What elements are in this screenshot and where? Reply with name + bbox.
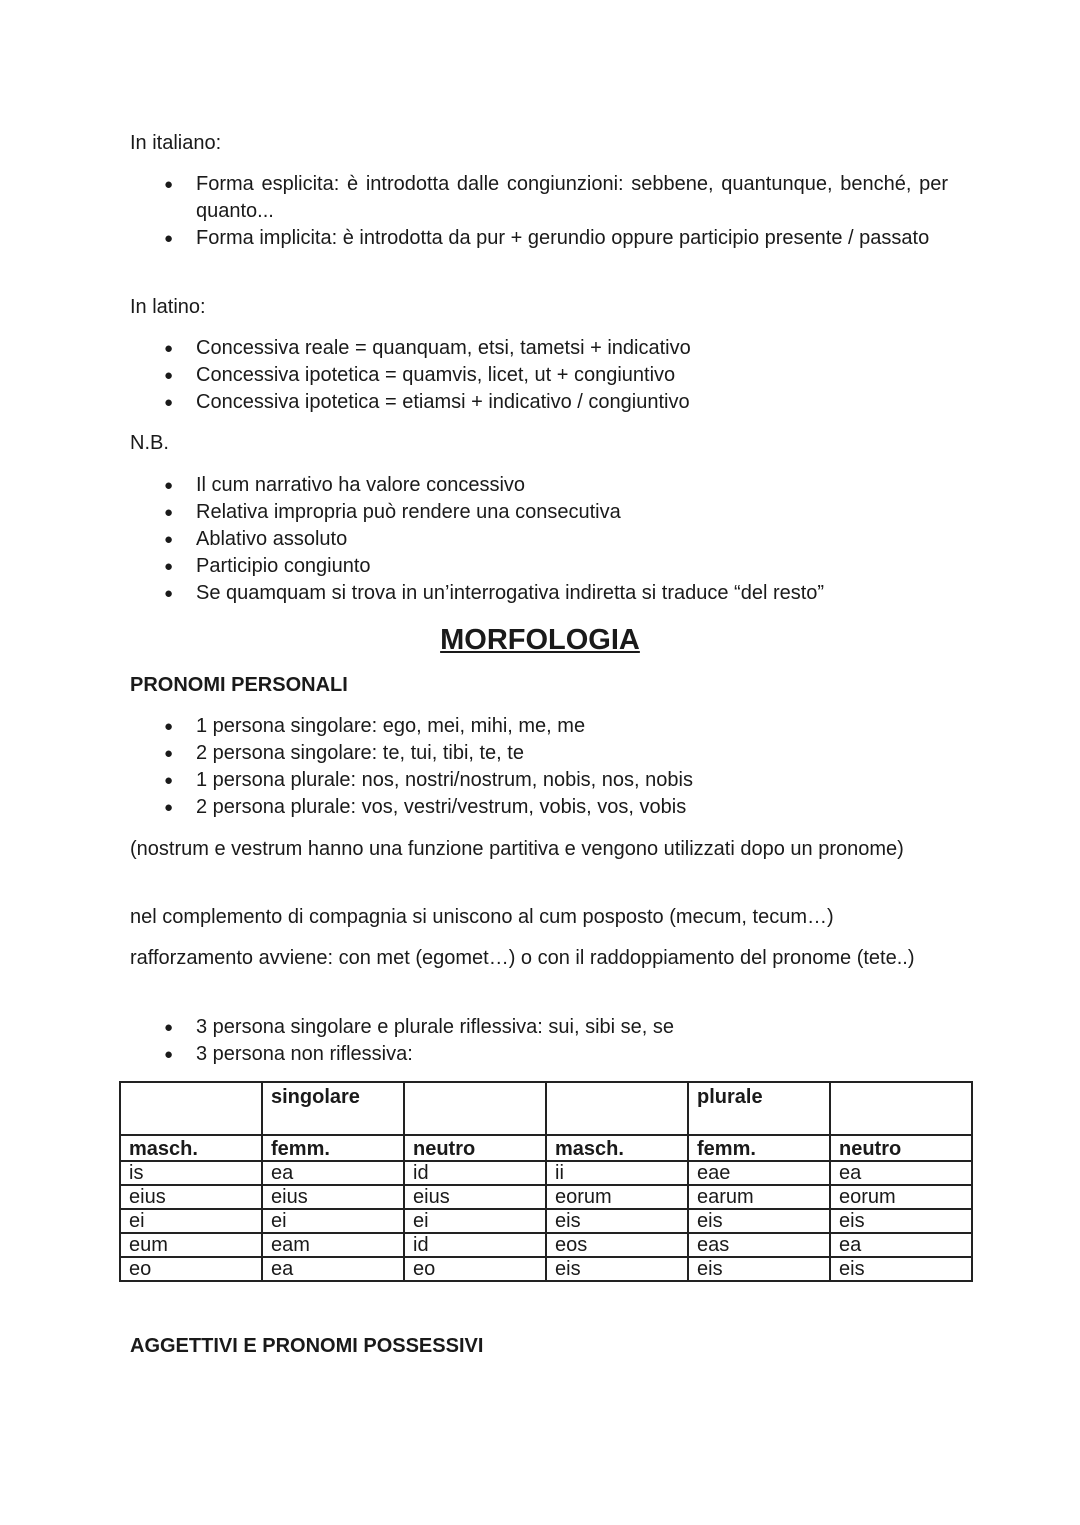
- table-row: [120, 1185, 972, 1209]
- note-rafforzamento: rafforzamento avviene: con met (egomet…) o con il raddoppiamento del pronome (tete..): [130, 947, 915, 969]
- list-item: ● 1 persona singolare: ego, mei, mihi, me, me: [130, 713, 948, 740]
- page-title: MORFOLOGIA: [440, 624, 640, 656]
- table-cell: eis: [546, 1209, 688, 1233]
- italian-list: [130, 171, 948, 252]
- column-header: masch.: [546, 1135, 688, 1161]
- table-cell: eis: [688, 1209, 830, 1233]
- table-cell: ea: [830, 1233, 972, 1257]
- table-cell: eis: [830, 1209, 972, 1233]
- table-cell: eos: [546, 1233, 688, 1257]
- table-cell: [404, 1082, 546, 1135]
- table-cell: eis: [546, 1257, 688, 1281]
- pronomi-list: [130, 713, 948, 821]
- list-item: ● 1 persona plurale: nos, nostri/nostrum, nobis, nos, nobis: [130, 767, 948, 794]
- table-row: [120, 1209, 972, 1233]
- note-compagnia: nel complemento di compagnia si uniscono al cum posposto (mecum, tecum…): [130, 906, 834, 928]
- table-cell: ei: [262, 1209, 404, 1233]
- table-cell: eorum: [830, 1185, 972, 1209]
- list-item: ● Ablativo assoluto: [130, 526, 948, 553]
- table-row: [120, 1233, 972, 1257]
- table-cell: eas: [688, 1233, 830, 1257]
- list-item: ● 3 persona singolare e plurale riflessiva: sui, sibi se, se: [130, 1014, 948, 1041]
- list-item: ● Il cum narrativo ha valore concessivo: [130, 472, 948, 499]
- list-item: ● Forma implicita: è introdotta da pur + gerundio oppure participio presente / passato: [130, 225, 948, 252]
- table-cell: eius: [120, 1185, 262, 1209]
- label-in-italiano: In italiano:: [130, 132, 222, 154]
- table-cell: ei: [404, 1209, 546, 1233]
- table-cell: eis: [830, 1257, 972, 1281]
- table-cell: ea: [262, 1257, 404, 1281]
- list-item: ● Forma esplicita: è introdotta dalle congiunzioni: sebbene, quantunque, benché, per quanto...: [130, 171, 948, 225]
- table-cell: ea: [262, 1161, 404, 1185]
- list-item: ● Participio congiunto: [130, 553, 948, 580]
- section-heading-pronomi: PRONOMI PERSONALI: [130, 674, 348, 696]
- table-cell: eis: [688, 1257, 830, 1281]
- pronomi-list-3: [130, 1014, 948, 1068]
- label-in-latino: In latino:: [130, 296, 206, 318]
- table-cell: [120, 1082, 262, 1135]
- table-row: [120, 1161, 972, 1185]
- table-cell: id: [404, 1233, 546, 1257]
- latin-list: [130, 335, 948, 416]
- list-item: ● Concessiva reale = quanquam, etsi, tametsi + indicativo: [130, 335, 948, 362]
- table-cell: ea: [830, 1161, 972, 1185]
- column-header: neutro: [404, 1135, 546, 1161]
- list-item: ● Concessiva ipotetica = etiamsi + indicativo / congiuntivo: [130, 389, 948, 416]
- list-item: ● 2 persona plurale: vos, vestri/vestrum, vobis, vos, vobis: [130, 794, 948, 821]
- table-cell: [830, 1082, 972, 1135]
- declension-table: [119, 1081, 973, 1282]
- table-cell: eo: [120, 1257, 262, 1281]
- table-cell: [546, 1082, 688, 1135]
- table-cell: eum: [120, 1233, 262, 1257]
- list-item: ● Se quamquam si trova in un’interrogativa indiretta si traduce “del resto”: [130, 580, 948, 607]
- column-header: femm.: [262, 1135, 404, 1161]
- table-group-singolare: singolare: [262, 1082, 404, 1135]
- table-group-row: [120, 1082, 972, 1135]
- table-cell: eam: [262, 1233, 404, 1257]
- list-item: ● 2 persona singolare: te, tui, tibi, te, te: [130, 740, 948, 767]
- table-cell: ii: [546, 1161, 688, 1185]
- table-cell: eius: [404, 1185, 546, 1209]
- table-header-row: [120, 1135, 972, 1161]
- table-cell: eorum: [546, 1185, 688, 1209]
- table-cell: eius: [262, 1185, 404, 1209]
- table-cell: eae: [688, 1161, 830, 1185]
- label-nb: N.B.: [130, 432, 169, 454]
- table-cell: eo: [404, 1257, 546, 1281]
- nb-list: [130, 472, 948, 607]
- column-header: neutro: [830, 1135, 972, 1161]
- table-cell: earum: [688, 1185, 830, 1209]
- table-cell: ei: [120, 1209, 262, 1233]
- table-cell: is: [120, 1161, 262, 1185]
- section-heading-possessivi: AGGETTIVI E PRONOMI POSSESSIVI: [130, 1335, 484, 1357]
- list-item: ● 3 persona non riflessiva:: [130, 1041, 948, 1068]
- table-group-plurale: plurale: [688, 1082, 830, 1135]
- list-item: ● Relativa impropria può rendere una consecutiva: [130, 499, 948, 526]
- table-cell: id: [404, 1161, 546, 1185]
- table-row: [120, 1257, 972, 1281]
- list-item: ● Concessiva ipotetica = quamvis, licet, ut + congiuntivo: [130, 362, 948, 389]
- column-header: femm.: [688, 1135, 830, 1161]
- column-header: masch.: [120, 1135, 262, 1161]
- note-partitiva: (nostrum e vestrum hanno una funzione partitiva e vengono utilizzati dopo un pronome): [130, 838, 904, 860]
